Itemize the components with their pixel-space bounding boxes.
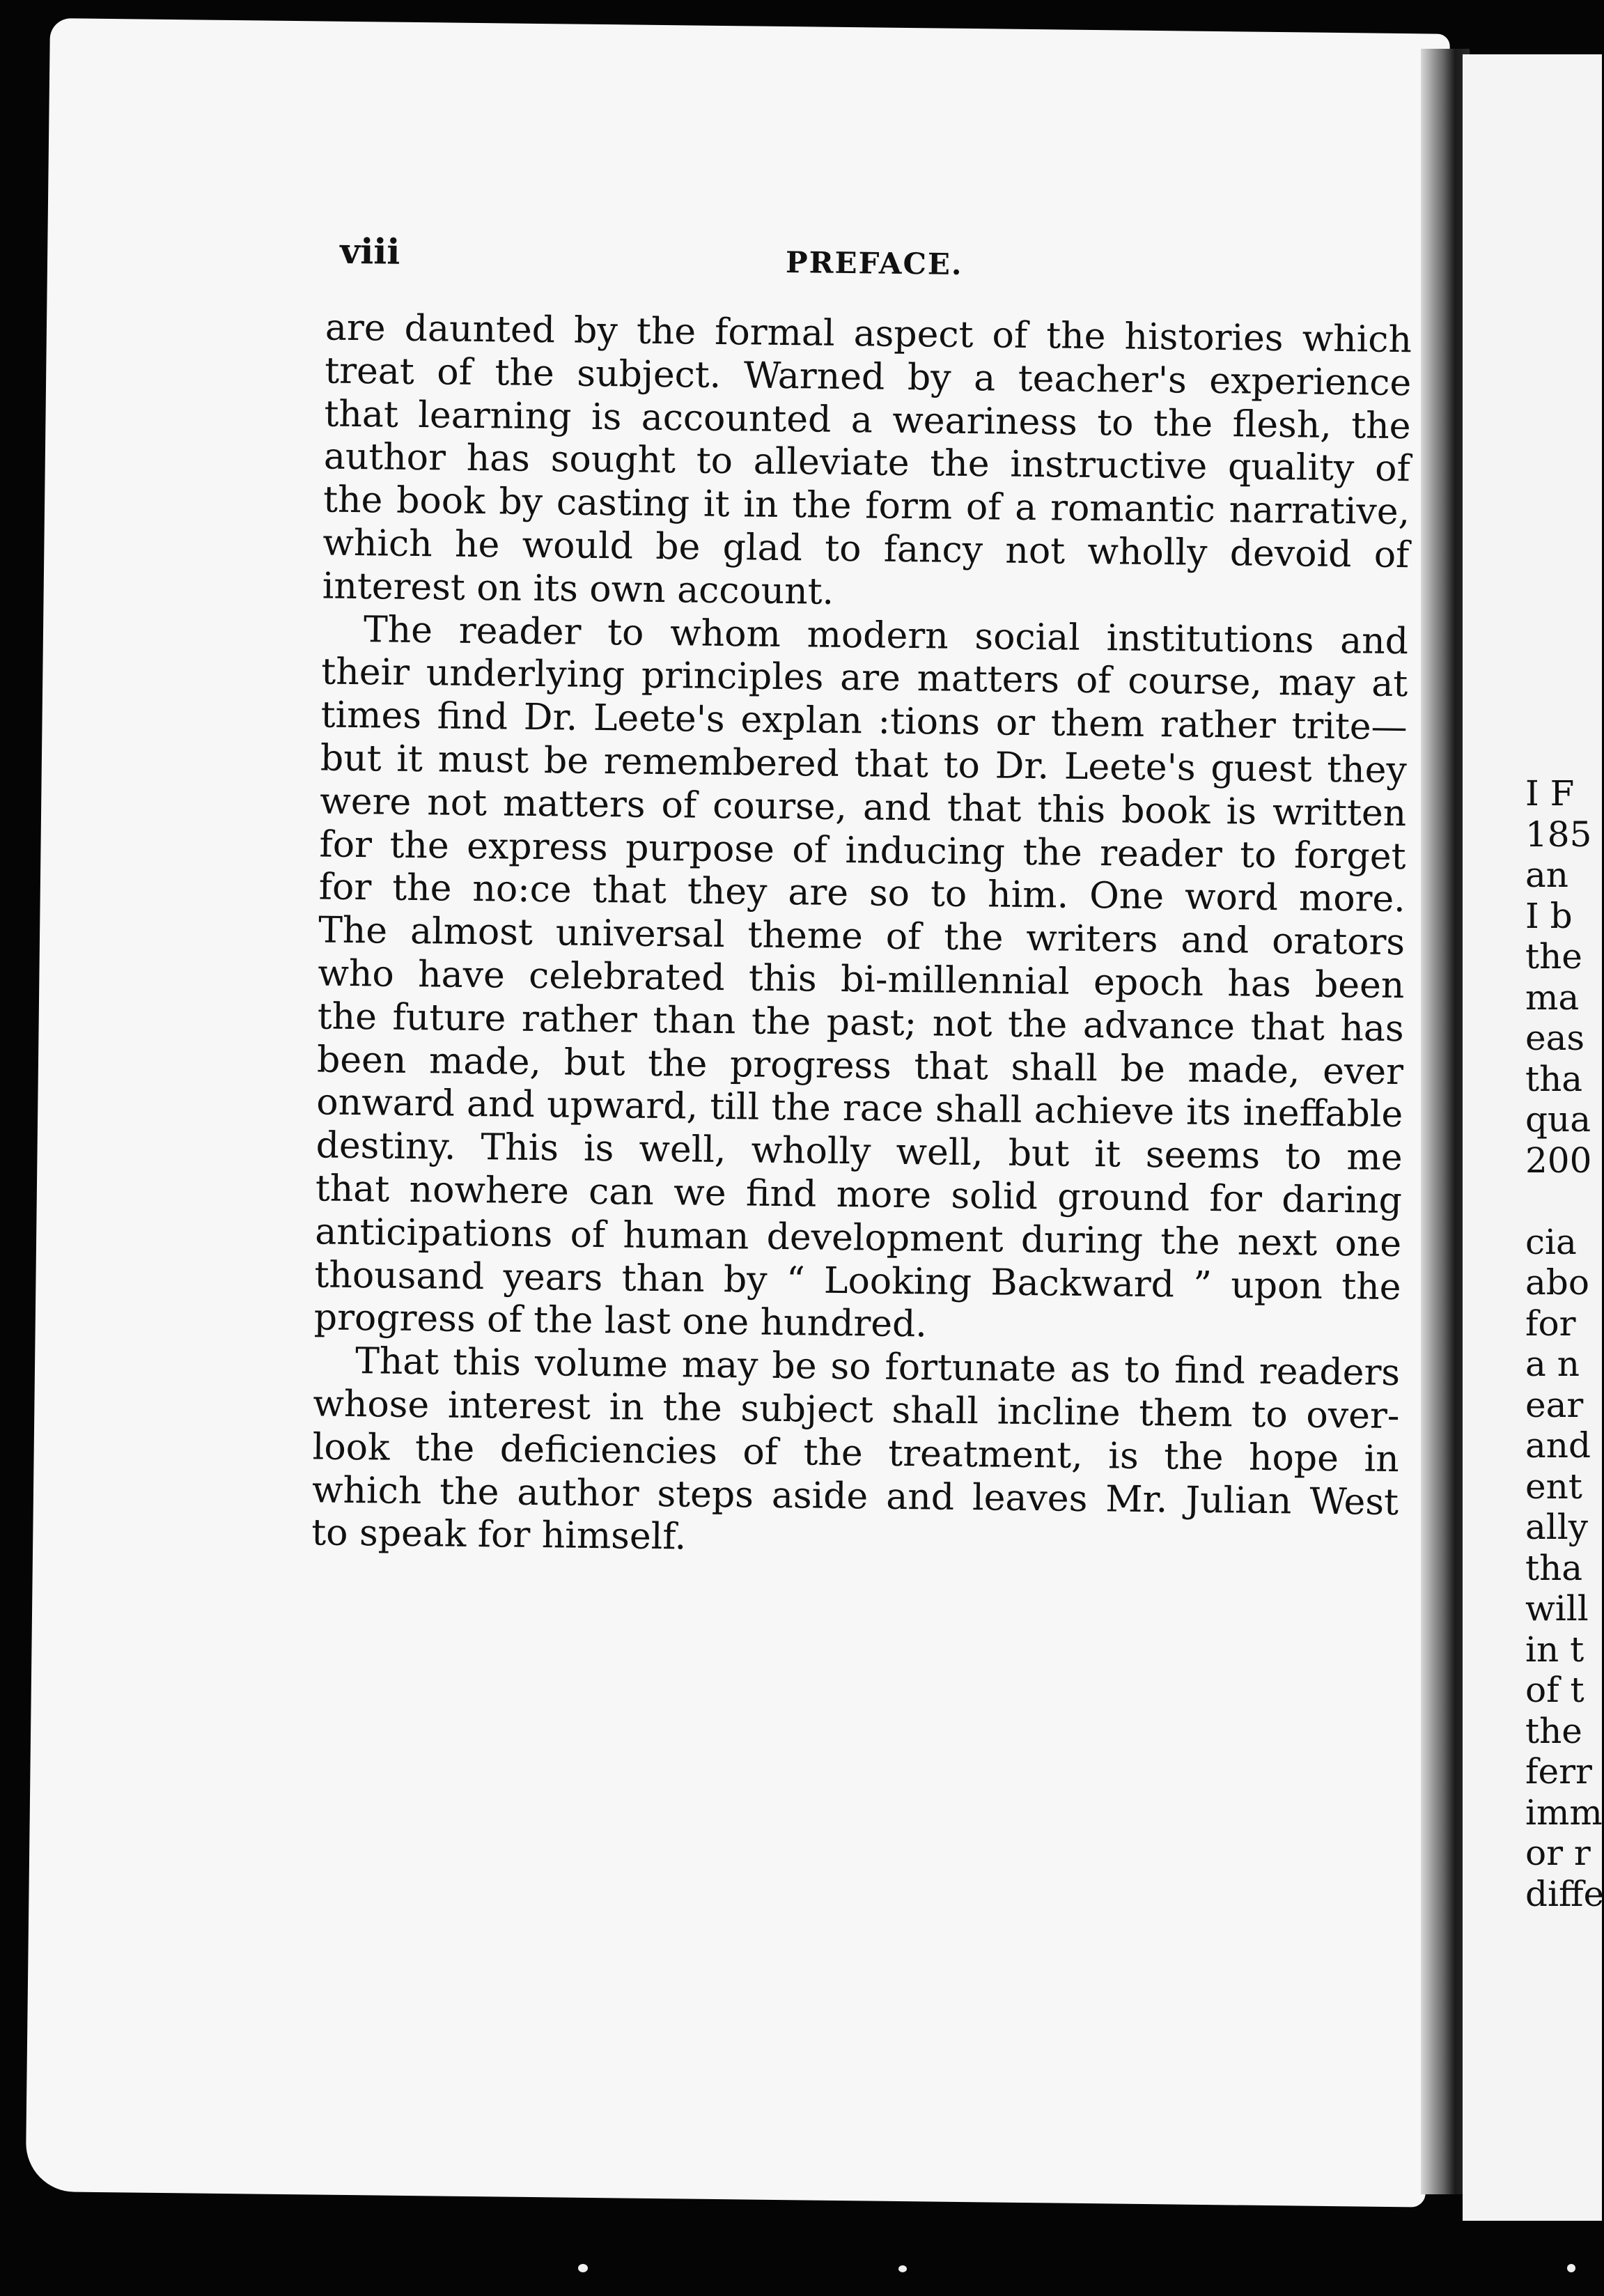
preface-text	[311, 307, 1412, 1568]
facing-line	[1525, 1181, 1581, 1222]
text-line: look the deficiencies of the treatment, is the hope in	[312, 1426, 1399, 1480]
text-line: The almost universal theme of the writers and orators	[318, 909, 1406, 964]
facing-line: eas	[1525, 1018, 1585, 1058]
scan-speck	[898, 2265, 907, 2272]
text-line: their underlying principles are matters of course, may at	[321, 651, 1408, 706]
paragraph	[322, 307, 1412, 621]
facing-line: tha	[1525, 1547, 1583, 1588]
text-line: onward and upward, till the race shall achieve its ineffable	[316, 1081, 1403, 1136]
facing-line: qua	[1525, 1099, 1591, 1140]
facing-line: will	[1525, 1588, 1589, 1629]
facing-line: ferr	[1525, 1751, 1592, 1792]
text-line: times find Dr. Leete's explan :tions or them rather trite—	[320, 694, 1408, 749]
text-line: were not matters of course, and that this book is written	[319, 780, 1407, 835]
facing-line: an	[1525, 855, 1569, 895]
text-line: been made, but the progress that shall be made, ever	[316, 1038, 1404, 1093]
facing-line: ally	[1525, 1507, 1589, 1547]
paragraph	[313, 608, 1408, 1352]
facing-line: imm	[1525, 1792, 1603, 1833]
text-line: treat of the subject. Warned by a teacher's experience	[324, 350, 1412, 404]
facing-line: in t	[1525, 1629, 1584, 1670]
text-line: the future rather than the past; not the advance that has	[317, 995, 1405, 1050]
text-line: thousand years than by “ Looking Backward ” upon the	[314, 1253, 1401, 1308]
text-line: are daunted by the formal aspect of the histories which	[325, 307, 1412, 362]
paragraph	[311, 1340, 1400, 1568]
text-line: which the author steps aside and leaves Mr. Julian West	[311, 1468, 1399, 1523]
book-page	[26, 18, 1450, 2208]
facing-line: cia	[1525, 1221, 1577, 1262]
text-line: interest on its own account.	[322, 565, 834, 613]
facing-page-text	[1525, 773, 1604, 1914]
text-line: for the express purpose of inducing the reader to forget	[319, 823, 1406, 878]
facing-line: the	[1525, 936, 1582, 977]
scan-speck	[578, 2264, 588, 2272]
facing-line: tha	[1525, 1058, 1583, 1099]
running-title: PREFACE.	[785, 245, 963, 281]
text-line: author has sought to alleviate the instructive quality of	[323, 435, 1411, 490]
facing-line: diffe	[1525, 1873, 1604, 1914]
text-line: but it must be remembered that to Dr. Leete's guest they	[320, 737, 1408, 792]
facing-line: ma	[1525, 977, 1580, 1018]
facing-line: for	[1525, 1303, 1576, 1344]
text-line: the book by casting it in the form of a romantic narrative,	[322, 479, 1410, 534]
facing-line: 200	[1525, 1140, 1592, 1181]
text-line: who have celebrated this bi-millennial epoch has been	[318, 952, 1405, 1007]
facing-line: abo	[1525, 1262, 1589, 1303]
facing-line: and	[1525, 1425, 1591, 1466]
facing-line: or r	[1525, 1833, 1591, 1873]
text-line: that nowhere can we find more solid ground for daring	[315, 1168, 1403, 1223]
text-line: for the no:ce that they are so to him. One word more.	[318, 866, 1406, 921]
text-line: progress of the last one hundred.	[313, 1296, 928, 1346]
facing-line: 185	[1525, 814, 1592, 855]
page-number: viii	[339, 230, 400, 272]
text-line: destiny. This is well, wholly well, but it seems to me	[316, 1124, 1403, 1179]
text-line: The reader to whom modern social institutions and	[363, 608, 1409, 662]
facing-line: ent	[1525, 1466, 1582, 1507]
scan-speck	[1567, 2264, 1575, 2272]
text-line: that learning is accounted a weariness to the flesh, the	[324, 393, 1411, 447]
facing-line: the	[1525, 1710, 1582, 1751]
text-line: That this volume may be so fortunate as to find readers	[355, 1340, 1401, 1395]
text-line: which he would be glad to fancy not wholly devoid of	[322, 522, 1410, 577]
facing-line: I F	[1525, 773, 1575, 814]
running-head	[340, 231, 1441, 292]
facing-line: of t	[1525, 1670, 1584, 1710]
facing-line: a n	[1525, 1344, 1580, 1384]
text-line: whose interest in the subject shall incline them to over-	[313, 1383, 1400, 1438]
text-line: anticipations of human development during the next one	[314, 1211, 1402, 1265]
facing-line: ear	[1525, 1384, 1584, 1425]
facing-line: I b	[1525, 895, 1573, 936]
text-line: to speak for himself.	[311, 1512, 687, 1558]
